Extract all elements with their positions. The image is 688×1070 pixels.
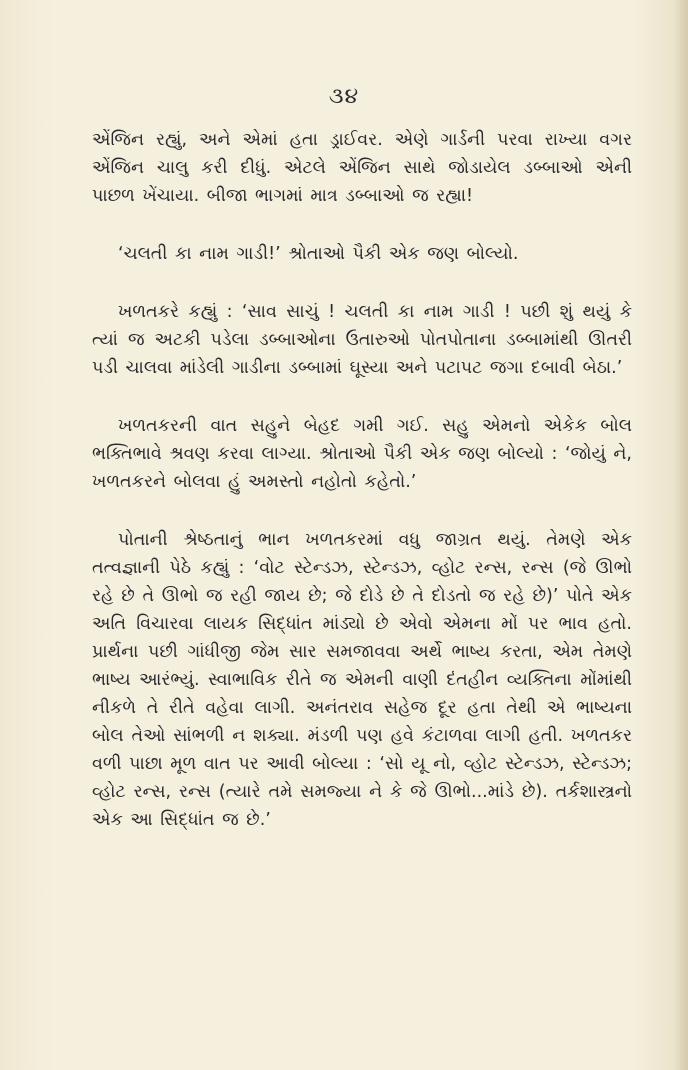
paragraph-1: એંજિન રહ્યું, અને એમાં હતા ડ્રાઈવર. એણે ગાર્ડની પરવા રાખ્યા વગર એંજિન ચાલુ કરી દીધું. એટલે એંજિન સાથે જોડાયેલ ડબ્બાઓ એની પાછળ ખેંચાયા. બીજા ભાગમાં માત્ર ડબ્બાઓ જ રહ્યા!	[92, 130, 632, 206]
paragraph-3: ખળતકરે કહ્યું : ‘સાવ સાચું ! ચલતી કા નામ ગાડી ! પછી શું થયું કે ત્યાં જ અટકી પડેલા ડબ્બાઓના ઉતારુઓ પોતપોતાના ડબ્બામાંથી ઊતરી પડી ચાલવા માંડેલી ગાડીના ડબ્બામાં ઘૂસ્યા અને પટાપટ જગા દબાવી બેઠા.’	[92, 302, 632, 378]
page-edge-shadow	[674, 0, 688, 1070]
page-number: ૩૪	[328, 84, 360, 109]
paragraph-2: ‘ચલતી કા નામ ગાડી!’ શ્રોતાઓ પૈકી એક જણ બોલ્યો.	[118, 244, 519, 264]
body-text	[92, 126, 632, 864]
paragraph-4: ખળતકરની વાત સહુને બેહદ ગમી ગઈ. સહુ એમનો એકેક બોલ ભક્તિભાવે શ્રવણ કરવા લાગ્યા. શ્રોતાઓ પૈકી એક જણ બોલ્યો : ‘જોયું ને, ખળતકરને બોલવા હું અમસ્તો નહોતો કહેતો.’	[92, 416, 632, 492]
paragraph-5: પોતાની શ્રેષ્ઠતાનું ભાન ખળતકરમાં વધુ જાગ્રત થયું. તેમણે એક તત્વજ્ઞાની પેઠે કહ્યું : ‘વોટ સ્ટેન્ડઝ, સ્ટેન્ડઝ, વ્હોટ રન્સ, રન્સ (જે ઊભો રહે છે તે ઊભો જ રહી જાય છે; જે દોડે છે તે દોડતો જ રહે છે)’ પોતે એક અતિ વિચારવા લાયક સિદ્ધાંત માંડ્યો છે એવો એમના મોં પર ભાવ હતો. પ્રાર્થના પછી ગાંધીજી જેમ સાર સમજાવવા અર્થે ભાષ્ય કરતા, એમ તેમણે ભાષ્ય આરંભ્યું. સ્વાભાવિક રીતે જ એમની વાણી દંતહીન વ્યક્તિના મોંમાંથી નીકળે તે રીતે વહેવા લાગી. અનંતરાવ સહેજ દૂર હતા તેથી એ ભાષ્યના બોલ તેઓ સાંભળી ન શક્યા. મંડળી પણ હવે કંટાળવા લાગી હતી. ખળતકર વળી પાછા મૂળ વાત પર આવી બોલ્યા : ‘સો યૂ નો, વ્હોટ સ્ટેન્ડઝ, સ્ટેન્ડઝ; વ્હોટ રન્સ, રન્સ (ત્યારે તમે સમજ્યા ને કે જે ઊભો...માંડે છે). તર્કશાસ્ત્રનો એક આ સિદ્ધાંત જ છે.’	[92, 530, 632, 830]
